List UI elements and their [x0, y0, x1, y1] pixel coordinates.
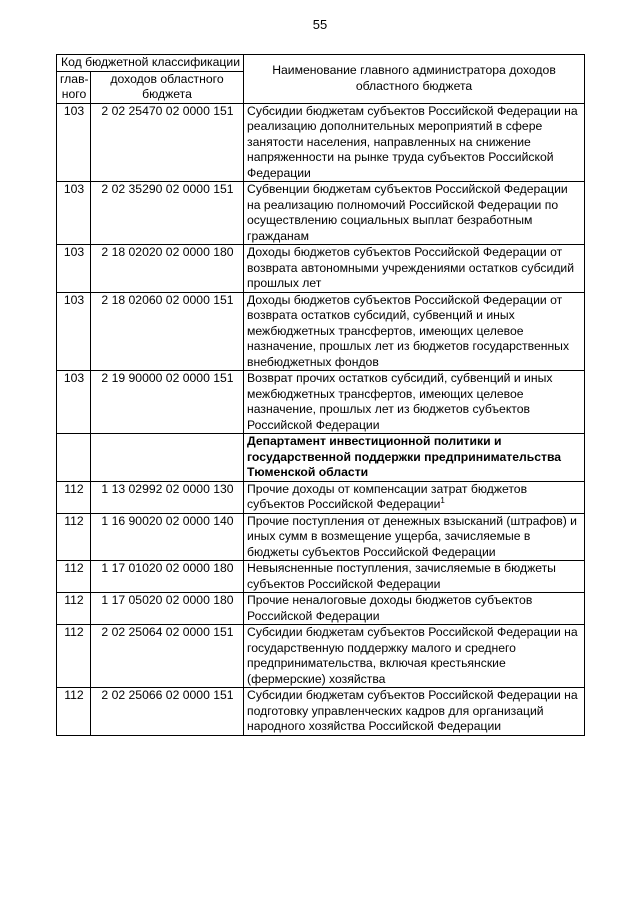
revenue-name-text: Субсидии бюджетам субъектов Российской Федерации на государственную поддержку малого и среднего предпринимательства, включая крестьянские (фермерские) хозяйства — [247, 625, 578, 686]
admin-code-cell: 112 — [57, 481, 91, 513]
admin-code-cell: 112 — [57, 625, 91, 688]
table-row — [57, 292, 585, 371]
admin-code-cell: 112 — [57, 593, 91, 625]
admin-code-cell: 103 — [57, 245, 91, 293]
revenue-name-text: Доходы бюджетов субъектов Российской Федерации от возврата автономными учреждениями остатков субсидий прошлых лет — [247, 245, 575, 290]
admin-code-cell: 103 — [57, 103, 91, 182]
table-row — [57, 481, 585, 513]
table-row — [57, 625, 585, 688]
revenue-name-cell — [244, 688, 585, 736]
table-row — [57, 561, 585, 593]
revenue-name-cell — [244, 513, 585, 561]
admin-code-cell: 112 — [57, 561, 91, 593]
revenue-code-cell — [91, 434, 244, 482]
revenue-code-cell: 2 18 02060 02 0000 151 — [91, 292, 244, 371]
table-row — [57, 593, 585, 625]
admin-code-cell: 103 — [57, 371, 91, 434]
revenue-name-text: Субсидии бюджетам субъектов Российской Федерации на реализацию дополнительных мероприятий в сфере занятости населения, направленных на снижение напряженности на рынке труда субъектов Российской Федерации — [247, 103, 578, 180]
revenue-name-cell — [244, 245, 585, 293]
admin-code-cell — [57, 434, 91, 482]
table-row — [57, 513, 585, 561]
revenue-name-cell — [244, 103, 585, 182]
revenue-code-cell: 2 02 35290 02 0000 151 — [91, 182, 244, 245]
header-revenue: доходов областного бюджета — [91, 71, 244, 103]
table-row — [57, 182, 585, 245]
revenue-code-cell: 2 02 25066 02 0000 151 — [91, 688, 244, 736]
revenue-code-cell: 2 02 25064 02 0000 151 — [91, 625, 244, 688]
revenue-code-cell: 1 16 90020 02 0000 140 — [91, 513, 244, 561]
revenue-name-cell — [244, 292, 585, 371]
revenue-code-cell: 1 17 05020 02 0000 180 — [91, 593, 244, 625]
revenue-name-text: Доходы бюджетов субъектов Российской Федерации от возврата остатков субсидий, субвенций и иных межбюджетных трансфертов, имеющих целевое назначение, прошлых лет из бюджетов государственных внебюджетных фондов — [247, 292, 570, 369]
revenue-code-cell: 2 18 02020 02 0000 180 — [91, 245, 244, 293]
header-admin: глав-ного — [57, 71, 91, 103]
revenue-name-cell — [244, 593, 585, 625]
section-heading-row — [57, 434, 585, 482]
revenue-name-cell — [244, 625, 585, 688]
revenue-name-text: Возврат прочих остатков субсидий, субвенций и иных межбюджетных трансфертов, имеющих целевое назначение, прошлых лет из бюджетов субъектов Российской Федерации — [247, 371, 553, 432]
revenue-name-text: Прочие неналоговые доходы бюджетов субъектов Российской Федерации — [247, 593, 533, 623]
admin-code-cell: 103 — [57, 182, 91, 245]
revenue-name-cell — [244, 561, 585, 593]
page-number: 55 — [312, 17, 328, 32]
revenue-code-cell: 1 17 01020 02 0000 180 — [91, 561, 244, 593]
admin-code-cell: 103 — [57, 292, 91, 371]
header-name: Наименование главного администратора доходов областного бюджета — [244, 55, 585, 104]
revenue-name-text: Субвенции бюджетам субъектов Российской Федерации на реализацию полномочий Российской Федерации по осуществлению социальных выплат безработным гражданам — [247, 182, 568, 243]
header-code-group: Код бюджетной классификации — [57, 55, 244, 72]
revenue-name-text: Невыясненные поступления, зачисляемые в бюджеты субъектов Российской Федерации — [247, 561, 556, 591]
revenue-name-text: Прочие доходы от компенсации затрат бюджетов субъектов Российской Федерации — [247, 481, 528, 511]
revenue-name-text: Субсидии бюджетам субъектов Российской Федерации на подготовку управленческих кадров для организаций народного хозяйства Российской Федерации — [247, 688, 578, 733]
revenue-code-cell: 1 13 02992 02 0000 130 — [91, 481, 244, 513]
revenue-name-text: Прочие поступления от денежных взысканий (штрафов) и иных сумм в возмещение ущерба, зачисляемые в бюджеты субъектов Российской Федерации — [247, 513, 577, 559]
budget-classification-table — [56, 54, 585, 736]
revenue-code-cell: 2 19 90000 02 0000 151 — [91, 371, 244, 434]
table-header-row-1 — [57, 55, 585, 72]
revenue-name-text: Департамент инвестиционной политики и государственной поддержки предпринимательства Тюменской области — [247, 434, 562, 479]
footnote-marker: 1 — [440, 495, 445, 505]
revenue-code-cell: 2 02 25470 02 0000 151 — [91, 103, 244, 182]
revenue-name-cell — [244, 434, 585, 482]
table-row — [57, 371, 585, 434]
table-row — [57, 103, 585, 182]
revenue-name-cell — [244, 481, 585, 513]
admin-code-cell: 112 — [57, 513, 91, 561]
table-row — [57, 688, 585, 736]
revenue-name-cell — [244, 371, 585, 434]
admin-code-cell: 112 — [57, 688, 91, 736]
table-row — [57, 245, 585, 293]
revenue-name-cell — [244, 182, 585, 245]
